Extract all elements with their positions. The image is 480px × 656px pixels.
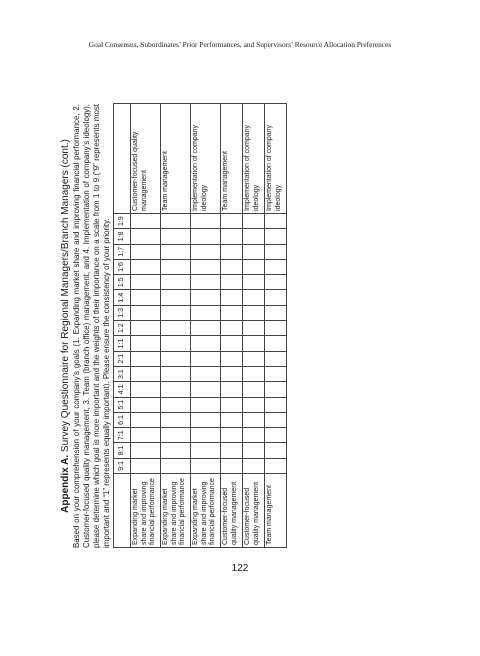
rating-cell[interactable] — [131, 458, 161, 473]
rating-cell[interactable] — [265, 259, 287, 274]
scale-header: 1:7 — [114, 244, 131, 259]
rating-cell[interactable] — [265, 305, 287, 320]
rating-cell[interactable] — [243, 305, 265, 320]
scale-header-row — [114, 103, 131, 547]
rating-cell[interactable] — [265, 229, 287, 244]
rating-cell[interactable] — [221, 382, 243, 397]
rating-cell[interactable] — [243, 321, 265, 336]
rating-cell[interactable] — [161, 321, 191, 336]
table-row — [161, 103, 191, 547]
header-blank-left — [114, 474, 131, 548]
rating-cell[interactable] — [221, 336, 243, 351]
rating-cell[interactable] — [191, 412, 221, 427]
left-goal: Expanding market share and improving financial performance — [161, 474, 191, 548]
scale-header: 1:3 — [114, 305, 131, 320]
running-header: Goal Consensus, Subordinates’ Prior Performances, and Supervisors’ Resource Allocation Preferences — [88, 40, 392, 49]
rating-cell[interactable] — [265, 321, 287, 336]
rating-cell[interactable] — [161, 305, 191, 320]
rating-cell[interactable] — [191, 428, 221, 443]
scale-header: 2:1 — [114, 351, 131, 366]
rating-cell[interactable] — [191, 259, 221, 274]
right-goal: Implementation of company ideology — [191, 103, 221, 213]
rating-cell[interactable] — [265, 213, 287, 228]
scale-header: 6:1 — [114, 412, 131, 427]
rating-cell[interactable] — [265, 290, 287, 305]
rating-cell[interactable] — [161, 290, 191, 305]
rating-cell[interactable] — [243, 366, 265, 381]
scale-header: 9:1 — [114, 458, 131, 473]
left-goal: Expanding market share and improving financial performance — [131, 474, 161, 548]
right-goal: Team management — [161, 103, 191, 213]
header-blank-right — [114, 103, 131, 213]
rating-cell[interactable] — [243, 443, 265, 458]
left-goal: Team management — [265, 474, 287, 548]
table-row — [243, 103, 265, 547]
appendix-title — [60, 104, 71, 548]
rotated-content — [60, 104, 390, 548]
rating-cell[interactable] — [131, 397, 161, 412]
left-goal: Customer-focused quality management — [243, 474, 265, 548]
rating-cell[interactable] — [243, 458, 265, 473]
rating-cell[interactable] — [191, 443, 221, 458]
rating-cell[interactable] — [131, 213, 161, 228]
rating-cell[interactable] — [243, 351, 265, 366]
rating-cell[interactable] — [191, 458, 221, 473]
appendix-label: Appendix A. — [60, 454, 71, 513]
rating-cell[interactable] — [221, 428, 243, 443]
appendix-title-text: Survey Questionnaire for Regional Managers/Branch Managers (cont.) — [60, 139, 71, 453]
rating-cell[interactable] — [265, 336, 287, 351]
rating-cell[interactable] — [161, 382, 191, 397]
rating-cell[interactable] — [243, 428, 265, 443]
rating-cell[interactable] — [221, 259, 243, 274]
scale-header: 1:5 — [114, 275, 131, 290]
rating-cell[interactable] — [265, 412, 287, 427]
rating-cell[interactable] — [221, 458, 243, 473]
rating-cell[interactable] — [243, 213, 265, 228]
rating-cell[interactable] — [221, 412, 243, 427]
rating-cell[interactable] — [131, 321, 161, 336]
rating-cell[interactable] — [221, 443, 243, 458]
rating-cell[interactable] — [161, 412, 191, 427]
right-goal: Implementation of company ideology — [243, 103, 265, 213]
rating-cell[interactable] — [191, 382, 221, 397]
rating-cell[interactable] — [131, 443, 161, 458]
scale-header: 4:1 — [114, 382, 131, 397]
rating-cell[interactable] — [265, 397, 287, 412]
rating-cell[interactable] — [265, 275, 287, 290]
scale-header: 3:1 — [114, 366, 131, 381]
scale-header: 1:6 — [114, 259, 131, 274]
rating-cell[interactable] — [191, 366, 221, 381]
scale-header: 1:9 — [114, 213, 131, 228]
rating-cell[interactable] — [265, 244, 287, 259]
rating-cell[interactable] — [191, 229, 221, 244]
rating-cell[interactable] — [221, 290, 243, 305]
rating-cell[interactable] — [243, 397, 265, 412]
rating-cell[interactable] — [131, 244, 161, 259]
rating-cell[interactable] — [265, 366, 287, 381]
scale-header: 1:4 — [114, 290, 131, 305]
rating-cell[interactable] — [161, 259, 191, 274]
rating-cell[interactable] — [161, 428, 191, 443]
rating-cell[interactable] — [131, 366, 161, 381]
right-goal: Implementation of company ideology — [265, 103, 287, 213]
intro-paragraph: Based on your comprehension of your company’s goals (1. Expanding market share and improving financial performance, 2. Customer-focused quality management, 3. Team (branch office) management, and 4. Implementation of company’s ideology), please determine which goal is more important and the weights of their importance on a scale from 1 to 9 (“9” represents most important and “1” represents equally important). Please ensure the consistency of your priority. — [72, 104, 112, 548]
rating-cell[interactable] — [243, 290, 265, 305]
rating-cell[interactable] — [191, 290, 221, 305]
rating-cell[interactable] — [221, 305, 243, 320]
scale-header: 1:2 — [114, 321, 131, 336]
rating-cell[interactable] — [221, 244, 243, 259]
rating-cell[interactable] — [191, 213, 221, 228]
rating-cell[interactable] — [243, 229, 265, 244]
rating-cell[interactable] — [131, 229, 161, 244]
rating-cell[interactable] — [161, 397, 191, 412]
table-row — [265, 103, 287, 547]
rating-cell[interactable] — [161, 443, 191, 458]
left-goal: Customer-focused quality management — [221, 474, 243, 548]
scale-header: 8:1 — [114, 443, 131, 458]
table-row — [221, 103, 243, 547]
rating-cell[interactable] — [221, 229, 243, 244]
rating-cell[interactable] — [131, 275, 161, 290]
scale-header: 7:1 — [114, 428, 131, 443]
scale-header: 5:1 — [114, 397, 131, 412]
rating-cell[interactable] — [191, 397, 221, 412]
rating-cell[interactable] — [243, 412, 265, 427]
scale-header: 1:1 — [114, 336, 131, 351]
rating-cell[interactable] — [161, 229, 191, 244]
rating-cell[interactable] — [243, 244, 265, 259]
rating-cell[interactable] — [221, 321, 243, 336]
left-goal: Expanding market share and improving financial performance — [191, 474, 221, 548]
rating-cell[interactable] — [131, 428, 161, 443]
rating-cell[interactable] — [191, 275, 221, 290]
rating-cell[interactable] — [131, 259, 161, 274]
rating-cell[interactable] — [221, 213, 243, 228]
rating-cell[interactable] — [161, 275, 191, 290]
rating-cell[interactable] — [191, 244, 221, 259]
scale-header: 1:8 — [114, 229, 131, 244]
rating-cell[interactable] — [265, 458, 287, 473]
rating-cell[interactable] — [131, 412, 161, 427]
page-number: 122 — [231, 563, 249, 574]
table-row — [131, 103, 161, 547]
rating-cell[interactable] — [161, 244, 191, 259]
rating-cell[interactable] — [161, 458, 191, 473]
rating-cell[interactable] — [131, 305, 161, 320]
rating-cell[interactable] — [161, 213, 191, 228]
rating-cell[interactable] — [265, 351, 287, 366]
rating-cell[interactable] — [191, 305, 221, 320]
rating-cell[interactable] — [221, 366, 243, 381]
rating-cell[interactable] — [265, 443, 287, 458]
rating-cell[interactable] — [265, 428, 287, 443]
rating-cell[interactable] — [161, 336, 191, 351]
right-goal: Customer-focused quality management — [131, 103, 161, 213]
rating-cell[interactable] — [131, 382, 161, 397]
rating-cell[interactable] — [243, 336, 265, 351]
rating-cell[interactable] — [161, 366, 191, 381]
rating-cell[interactable] — [221, 275, 243, 290]
rating-cell[interactable] — [191, 351, 221, 366]
rating-cell[interactable] — [265, 382, 287, 397]
rating-cell[interactable] — [221, 351, 243, 366]
rating-cell[interactable] — [191, 336, 221, 351]
rating-cell[interactable] — [221, 397, 243, 412]
table-row — [191, 103, 221, 547]
rating-cell[interactable] — [243, 275, 265, 290]
rating-cell[interactable] — [243, 382, 265, 397]
rating-cell[interactable] — [243, 259, 265, 274]
right-goal: Team management — [221, 103, 243, 213]
rating-cell[interactable] — [131, 290, 161, 305]
rating-cell[interactable] — [131, 336, 161, 351]
pairwise-comparison-table — [113, 103, 287, 548]
rating-cell[interactable] — [131, 351, 161, 366]
rating-cell[interactable] — [161, 351, 191, 366]
rating-cell[interactable] — [191, 321, 221, 336]
